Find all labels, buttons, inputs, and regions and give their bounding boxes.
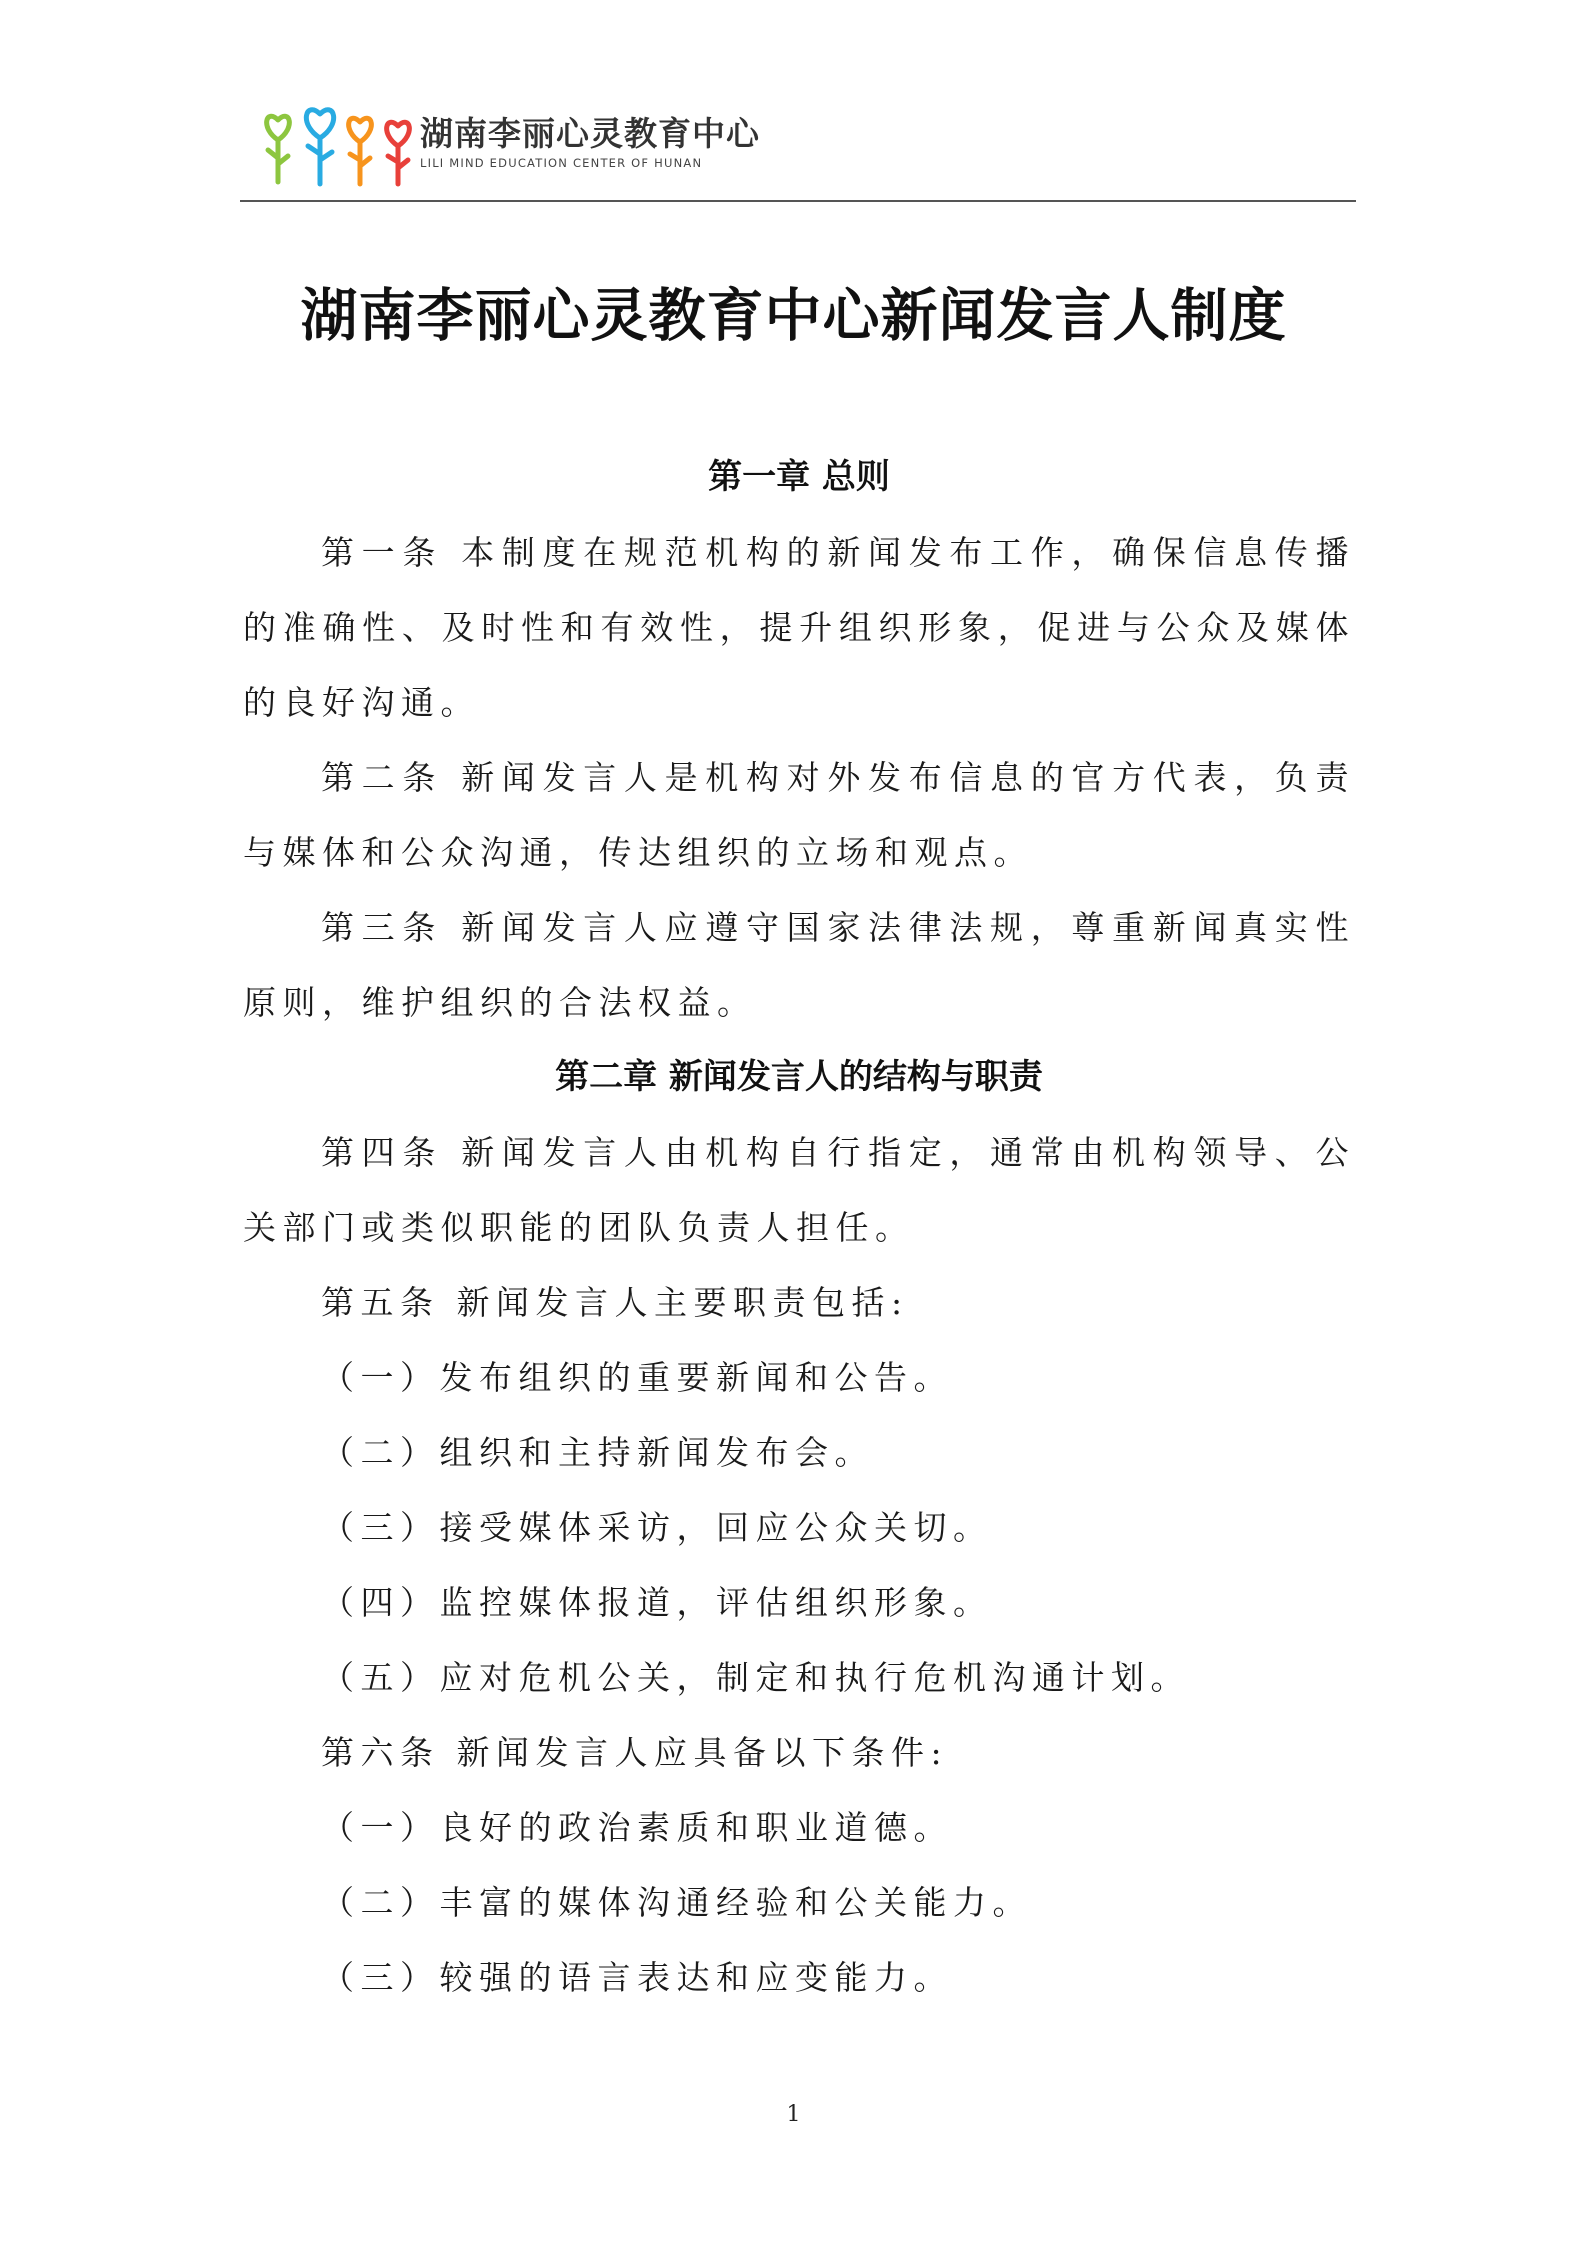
- logo-figure-red: [387, 122, 410, 184]
- chapter-heading: 第二章 新闻发言人的结构与职责: [555, 1057, 1043, 1097]
- header-divider: [240, 200, 1356, 202]
- logo-icon: [258, 98, 428, 188]
- article-paragraph: 第三条 新闻发言人应遵守国家法律法规，尊重新闻真实性原则，维护组织的合法权益。: [243, 908, 1355, 1022]
- duty-item: （四）监控媒体报道，评估组织形象。: [321, 1583, 993, 1622]
- logo-name-cn: 湖南李丽心灵教育中心: [420, 114, 760, 153]
- article-paragraph: 第四条 新闻发言人由机构自行指定，通常由机构领导、公关部门或类似职能的团队负责人担任。: [243, 1133, 1355, 1247]
- article-paragraph: 第一条 本制度在规范机构的新闻发布工作，确保信息传播的准确性、及时性和有效性，提升组织形象，促进与公众及媒体的良好沟通。: [243, 533, 1355, 722]
- document-body: [243, 440, 1355, 2015]
- duty-item: （三）接受媒体采访，回应公众关切。: [321, 1508, 993, 1547]
- duty-item: （五）应对危机公关，制定和执行危机沟通计划。: [321, 1658, 1190, 1697]
- condition-item: （一）良好的政治素质和职业道德。: [321, 1808, 953, 1847]
- document-title: 湖南李丽心灵教育中心新闻发言人制度: [300, 282, 1287, 349]
- logo-text: [420, 114, 760, 170]
- duty-item: （二）组织和主持新闻发布会。: [321, 1433, 874, 1472]
- article-paragraph: 第五条 新闻发言人主要职责包括:: [321, 1283, 909, 1322]
- logo-figure-orange: [349, 118, 372, 184]
- duty-item: （一）发布组织的重要新闻和公告。: [321, 1358, 953, 1397]
- page-header: [240, 96, 1356, 202]
- condition-item: （二）丰富的媒体沟通经验和公关能力。: [321, 1883, 1032, 1922]
- logo-figure-green: [267, 116, 290, 182]
- logo-name-en: LILI MIND EDUCATION CENTER OF HUNAN: [420, 156, 703, 170]
- condition-item: （三）较强的语言表达和应变能力。: [321, 1958, 953, 1997]
- chapter-heading: 第一章 总则: [708, 457, 890, 497]
- article-paragraph: 第二条 新闻发言人是机构对外发布信息的官方代表，负责与媒体和公众沟通，传达组织的立场和观点。: [243, 758, 1355, 872]
- logo-figure-blue: [306, 110, 333, 184]
- article-paragraph: 第六条 新闻发言人应具备以下条件:: [321, 1733, 949, 1772]
- page-number: 1: [786, 2102, 801, 2127]
